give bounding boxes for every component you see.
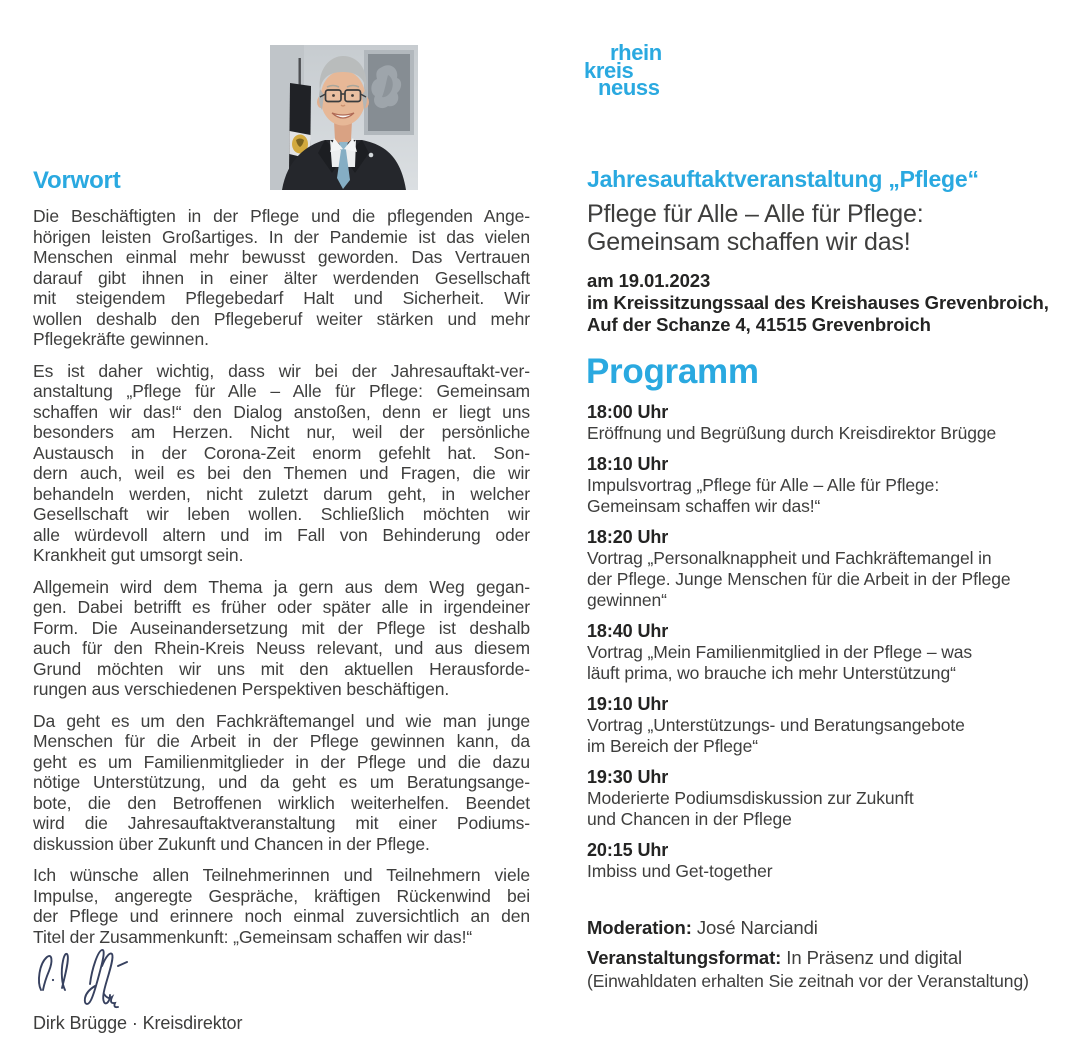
text-line: auch für den Rhein-Kreis Neuss relevant, und aus diesem [33,638,530,658]
text-line: Austausch in der Corona-Zeit enorm gefehlt hat. Son- [33,442,530,463]
format-block [587,947,1029,992]
rhein-kreis-neuss-logo [584,40,662,100]
text-line: behandeln werden, nicht zuletzt darum geht, in welcher [33,483,530,504]
program-time: 18:00 Uhr [587,402,669,422]
lapel-pin [369,153,374,158]
text-line: hörigen leisten Großartiges. In der Pandemie ist das vielen [33,226,530,247]
text-line: Menschen einmal mehr bewusst geworden. Das Vertrauen [33,247,530,267]
text-line: schaffen wir das!“ den Dialog anstoßen, denn er liegt uns [33,401,530,422]
text-line: wird die Jahresauftaktveranstaltung mit einer Podiums- [33,813,530,833]
text-line: Form. Die Auseinandersetzung mit der Pflege ist deshalb [33,617,530,638]
portrait-photo [270,45,418,190]
program-item [587,402,1057,444]
text-line: diskussion über Zukunft und Chancen in der Pflege. [33,833,430,854]
event-date: am 19.01.2023 [587,270,711,291]
text-line: mit steigendem Pflegebedarf Halt und Sicherheit. Wir [33,288,530,308]
vorwort-paragraph [33,206,530,350]
program-description-line: der Pflege. Junge Menschen für die Arbeit in der Pflege [587,569,1011,589]
program-item [587,767,1057,830]
text-line: Allgemein wird dem Thema ja gern aus dem Weg gegan- [33,576,530,597]
program-item [587,621,1057,684]
coat-of-arms-frame [364,50,414,135]
program-time: 18:10 Uhr [587,454,669,474]
program-item [587,840,1057,882]
text-line: Titel der Zusammenkunft: „Gemeinsam schaffen wir das!“ [33,926,473,947]
event-info [587,270,1049,336]
program-description-line: Imbiss und Get-together [587,861,773,881]
program-description-line: und Chancen in der Pflege [587,809,792,829]
text-line: Krankheit gut umsorgt sein. [33,545,244,565]
text-line: Ich wünsche allen Teilnehmerinnen und Teilnehmern viele [33,865,530,885]
format-note: (Einwahldaten erhalten Sie zeitnah vor der Veranstaltung) [587,970,1029,991]
text-line: dern auch, weil es bei den Themen und Fragen, die wir [33,463,530,483]
moderation-value: José Narciandi [696,917,818,938]
text-line: Gesellschaft wir leben wollen. Schließlich möchten wir [33,504,530,524]
program-time: 20:15 Uhr [587,840,669,860]
program-description-line: Moderierte Podiumsdiskussion zur Zukunft [587,788,914,808]
program-heading: Programm [586,352,759,391]
event-title: Jahresauftaktveranstaltung „Pflege“ [587,166,979,192]
signer-name: Dirk Brügge · Kreisdirektor [33,1013,243,1033]
text-line: der Pflege und erinnere noch einmal zuversichtlich an den [33,906,530,926]
program-time: 18:20 Uhr [587,527,669,547]
text-line: anstaltung „Pflege für Alle – Alle für Pflege: Gemeinsam [33,381,530,401]
text-line: rungen aus verschiedenen Perspektiven beschäftigen. [33,679,450,699]
logo-line: kreis [584,57,634,83]
text-line: darauf gibt ihnen in einer älter werdenden Gesellschaft [33,267,530,288]
program-list [587,402,1057,892]
program-description-line: Vortrag „Mein Familienmitglied in der Pflege – was [587,642,973,662]
text-line: Pflegekräfte gewinnen. [33,329,209,349]
vorwort-paragraph [33,577,530,700]
program-time: 19:10 Uhr [587,694,669,714]
format-value: In Präsenz und digital [786,947,963,968]
format-line [587,947,1029,970]
program-time: 18:40 Uhr [587,621,669,641]
event-subtitle-line: Gemeinsam schaffen wir das! [587,228,911,256]
text-line: Impulse, angeregte Gespräche, kräftigen Rückenwind bei [33,885,530,906]
event-address: Auf der Schanze 4, 41515 Grevenbroich [587,314,931,335]
logo-line: neuss [598,75,660,100]
text-line: nötige Unterstützung, und da geht es um Beratungsange- [33,772,530,792]
text-line: Es ist daher wichtig, dass wir bei der Jahresauftakt-ver- [33,360,530,381]
program-item [587,527,1057,611]
moderation-label: Moderation: [587,917,692,938]
format-label: Veranstaltungsformat: [587,947,782,968]
event-subtitle [587,200,923,256]
vorwort-paragraphs [33,206,530,958]
logo-line: rhein [610,40,662,65]
text-line: Menschen für die Arbeit in der Pflege gewinnen kann, da [33,731,530,751]
program-item [587,694,1057,757]
text-line: Da geht es um den Fachkräftemangel und wie man junge [33,710,530,731]
vorwort-heading: Vorwort [33,167,121,194]
text-line: Grund möchten wir uns mit den aktuellen Herausforde- [33,658,530,679]
signature [34,944,160,1012]
program-description-line: läuft prima, wo brauche ich mehr Unterstützung“ [587,663,956,683]
program-description-line: Vortrag „Unterstützungs- und Beratungsangebote [587,715,965,735]
program-item [587,454,1057,517]
program-description-line: Eröffnung und Begrüßung durch Kreisdirektor Brügge [587,423,997,443]
moderation-line [587,917,818,939]
program-time: 19:30 Uhr [587,767,669,787]
text-line: gen. Dabei betrifft es früher oder später alle in irgendeiner [33,597,530,617]
text-line: alle würdevoll altern und im Fall von Behinderung oder [33,524,530,545]
event-location: im Kreissitzungssaal des Kreishauses Grevenbroich, [587,292,1049,313]
program-description-line: Vortrag „Personalknappheit und Fachkräftemangel in [587,548,992,568]
vorwort-paragraph [33,865,530,947]
program-description-line: Gemeinsam schaffen wir das!“ [587,496,821,516]
program-description-line: im Bereich der Pflege“ [587,736,758,756]
text-line: bote, die den Betroffenen wirklich weiterhelfen. Beendet [33,792,530,813]
text-line: geht es um Familienmitglieder in der Pflege und die dazu [33,751,530,772]
vorwort-paragraph [33,711,530,855]
text-line: besonders am Herzen. Nicht nur, weil der persönliche [33,422,530,442]
vorwort-paragraph [33,361,530,566]
event-subtitle-line: Pflege für Alle – Alle für Pflege: [587,200,924,228]
text-line: wollen deshalb den Pflegeberuf weiter stärken und mehr [33,308,530,329]
program-description-line: Impulsvortrag „Pflege für Alle – Alle für Pflege: [587,475,940,495]
program-description-line: gewinnen“ [587,590,667,610]
text-line: Die Beschäftigten in der Pflege und die pflegenden Ange- [33,206,530,226]
